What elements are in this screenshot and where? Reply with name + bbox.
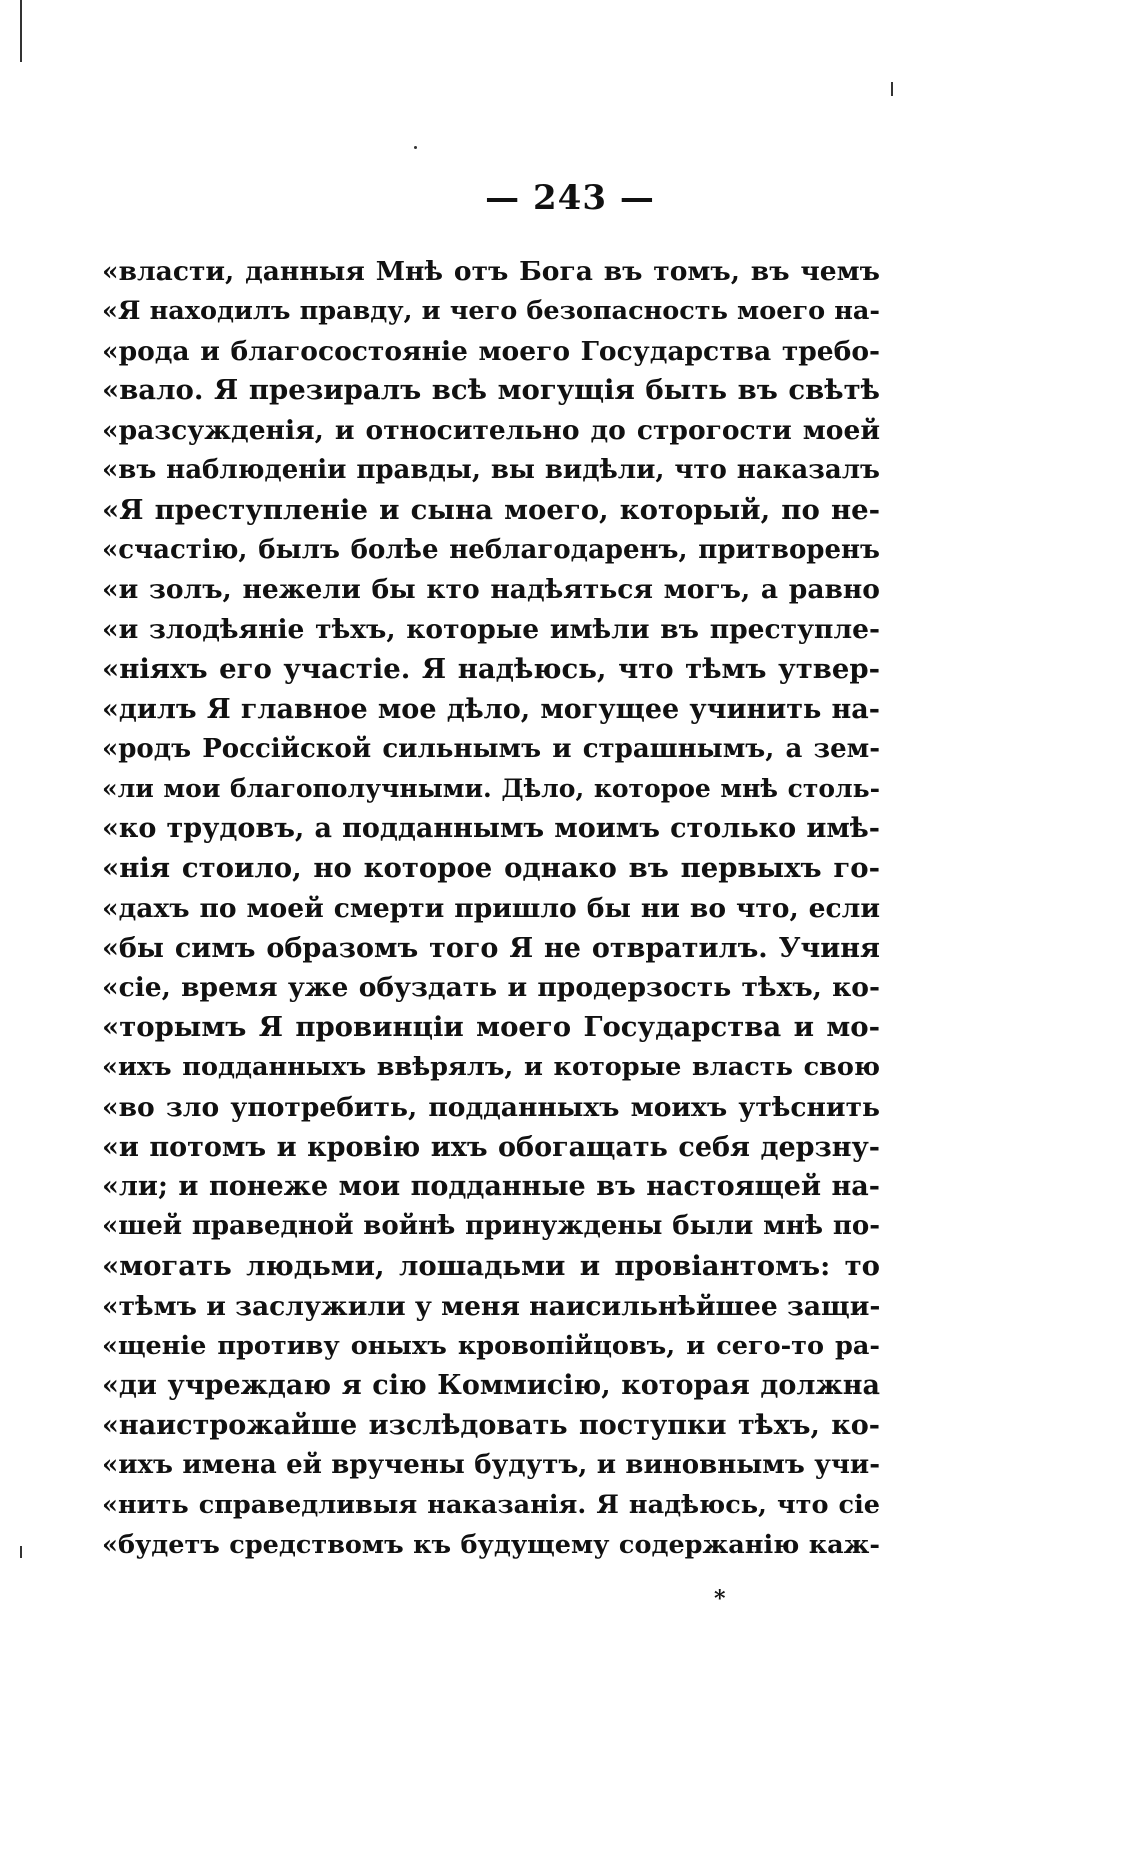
text-line: «и злодѣяніе тѣхъ, которые имѣли въ преступле- [102, 614, 880, 646]
text-line: «родъ Россійской сильнымъ и страшнымъ, а зем- [102, 733, 880, 764]
text-line: «дахъ по моей смерти пришло бы ни во что, если [102, 892, 880, 924]
text-line: «Я преступленіе и сына моего, который, по не- [102, 493, 880, 526]
text-line: «нить справедливыя наказанія. Я надѣюсь, что сіе [102, 1489, 880, 1520]
scan-speck [20, 1546, 22, 1558]
body-text [102, 252, 880, 1565]
text-line: «ихъ подданныхъ ввѣрялъ, и которые власть свою [102, 1051, 880, 1082]
text-line: «ихъ имена ей вручены будутъ, и виновнымъ учи- [102, 1449, 880, 1480]
text-line: «власти, данныя Мнѣ отъ Бога въ томъ, въ чемъ [102, 256, 880, 287]
text-line: «вало. Я презиралъ всѣ могущія быть въ свѣтѣ [102, 374, 880, 407]
text-line: «ли; и понеже мои подданные въ настоящей на- [102, 1171, 880, 1203]
text-line: «будетъ средствомъ къ будущему содержанію каж- [102, 1529, 880, 1560]
text-line: «шей праведной войнѣ принуждены были мнѣ по- [102, 1211, 880, 1242]
text-line: «въ наблюденіи правды, вы видѣли, что наказалъ [102, 454, 880, 485]
scan-speck [891, 82, 893, 96]
text-line: «дилъ Я главное мое дѣло, могущее учинить на- [102, 693, 880, 725]
signature-mark: * [714, 1586, 726, 1612]
text-line: «бы симъ образомъ того Я не отвратилъ. Учиня [102, 932, 880, 964]
text-line: «торымъ Я провинціи моего Государства и мо- [102, 1011, 880, 1044]
text-line: «и потомъ и кровію ихъ обогащать себя дерзну- [102, 1131, 880, 1163]
text-line: «счастію, былъ болѣе неблагодаренъ, притворенъ [102, 534, 880, 565]
text-line: «тѣмъ и заслужили у меня наисильнѣйшее защи- [102, 1290, 881, 1322]
text-line: «разсужденія, и относительно до строгости моей [102, 415, 880, 447]
text-line: «рода и благосостояніе моего Государства требо- [102, 335, 880, 367]
text-line: «во зло употребить, подданныхъ моихъ утѣснить [102, 1091, 880, 1123]
text-line: «могать людьми, лошадьми и провіантомъ: то [102, 1249, 880, 1282]
text-line: «ди учреждаю я сію Коммисію, которая должна [102, 1370, 880, 1402]
text-line: «нія стоило, но которое однако въ первыхъ го- [102, 851, 880, 884]
scan-edge-line [20, 0, 22, 62]
text-line: «Я находилъ правду, и чего безопасность моего на- [102, 295, 880, 326]
text-line: «и золъ, нежели бы кто надѣяться могъ, а равно [102, 574, 880, 606]
scan-speck [414, 146, 417, 149]
text-line: «ніяхъ его участіе. Я надѣюсь, что тѣмъ утвер- [102, 652, 880, 685]
page-number: — 243 — [485, 178, 655, 218]
text-line: «ко трудовъ, а подданнымъ моимъ столько имѣ- [102, 813, 880, 845]
text-line: «ли мои благополучными. Дѣло, которое мнѣ столь- [102, 774, 880, 804]
text-line: «сіе, время уже обуздать и продерзость тѣхъ, ко- [102, 972, 880, 1004]
text-line: «наистрожайше изслѣдовать поступки тѣхъ, ко- [102, 1410, 880, 1442]
text-line: «щеніе противу оныхъ кровопійцовъ, и сего-то ра- [102, 1330, 880, 1361]
